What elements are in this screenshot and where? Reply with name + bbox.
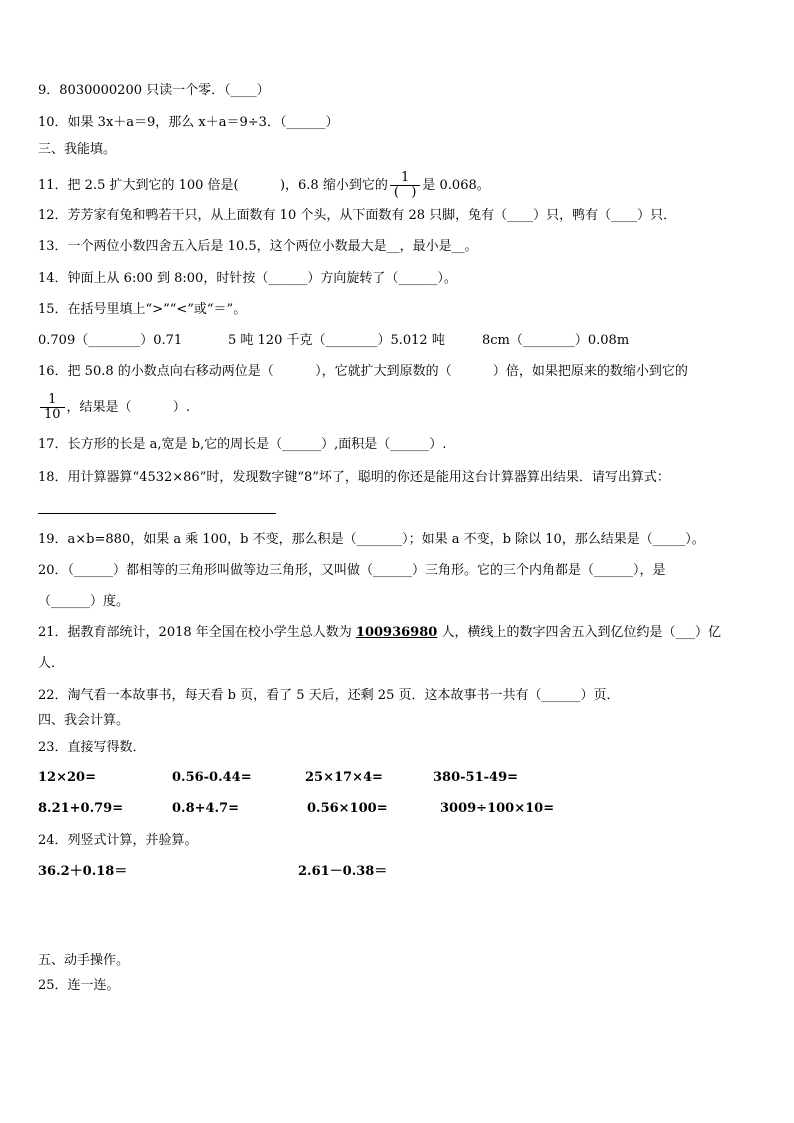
question-11-text-b: 是 0.068。 [422,178,490,193]
section-3-heading: 三、我能填。 [38,142,117,157]
question-20-line-2: （______）度。 [38,594,130,609]
question-9: 9．8030000200 只读一个零．（____） [38,83,270,98]
compare-item-2: 5 吨 120 千克（________）5.012 吨 [228,333,445,348]
calc-2-1: 8.21+0.79= [38,801,124,816]
question-16-line-1: 16．把 50.8 的小数点向右移动两位是（ ），它就扩大到原数的（ ）倍，如果把原来的数缩小到它的 [38,364,688,379]
question-15: 15．在括号里填上“>”“<”或“＝”。 [38,302,247,317]
question-22: 22．淘气看一本故事书，每天看 b 页，看了 5 天后，还剩 25 页．这本故事书一共有（______）页． [38,688,620,703]
question-23: 23．直接写得数． [38,740,146,755]
question-17: 17．长方形的长是 a,宽是 b,它的周长是（______）,面积是（______）. [38,437,447,452]
question-12: 12．芳芳家有兔和鸭若干只，从上面数有 10 个头，从下面数有 28 只脚，兔有（____）只，鸭有（____）只． [38,208,677,223]
fraction-blank [390,171,421,200]
answer-line [38,513,276,514]
question-13: 13．一个两位小数四舍五入后是 10.5，这个两位小数最大是__，最小是__。 [38,239,478,254]
section-5-heading: 五、动手操作。 [38,953,130,968]
section-4-heading: 四、我会计算。 [38,713,130,728]
question-14: 14．钟面上从 6:00 到 8:00，时针按（______）方向旋转了（______）。 [38,271,457,286]
question-21-line-2: 人. [38,656,56,671]
fraction-denominator: ( ) [390,185,421,200]
compare-item-1: 0.709（________）0.71 [38,333,183,348]
vertical-calc-1: 36.2＋0.18＝ [38,864,128,879]
question-21-line-1: 21．据教育部统计，2018 年全国在校小学生总人数为 100936980 人，横线上的数字四舍五入到亿位约是（___）亿 [38,625,721,640]
question-24: 24．列竖式计算，并验算。 [38,833,198,848]
question-19: 19．a×b=880，如果 a 乘 100，b 不变，那么积是（_______）；如果 a 不变，b 除以 10，那么结果是（_____）。 [38,532,705,547]
vertical-calc-2: 2.61－0.38＝ [298,864,388,879]
calc-1-1: 12×20= [38,770,96,785]
question-11-text-a: 11．把 2.5 扩大到它的 100 倍是( )，6.8 缩小到它的 [38,178,388,193]
question-16-text-b: ，结果是（ ）. [66,400,191,415]
calc-1-3: 25×17×4= [305,770,383,785]
compare-item-3: 8cm（________）0.08m [482,333,630,348]
question-10: 10．如果 3x＋a＝9，那么 x＋a＝9÷3．（______） [38,115,339,130]
question-20-line-1: 20．（______）都相等的三角形叫做等边三角形，又叫做（______）三角形。它的三个内角都是（______），是 [38,563,666,578]
fraction-denominator: 10 [40,407,65,422]
question-18: 18．用计算器算“4532×86”时，发现数字键“8”坏了，聪明的你还是能用这台计算器算出结果．请写出算式： [38,470,670,485]
question-25: 25．连一连。 [38,978,120,993]
calc-1-2: 0.56-0.44= [172,770,252,785]
calc-2-2: 0.8+4.7= [172,801,240,816]
calc-2-4: 3009÷100×10= [440,801,555,816]
underlined-number: 100936980 [355,625,438,640]
calc-2-3: 0.56×100= [307,801,388,816]
question-16-line-2 [38,393,190,422]
question-11 [38,171,490,200]
fraction-one-tenth [40,393,65,422]
fraction-numerator: 1 [400,170,410,185]
fraction-numerator: 1 [48,392,57,407]
calc-1-4: 380-51-49= [433,770,519,785]
